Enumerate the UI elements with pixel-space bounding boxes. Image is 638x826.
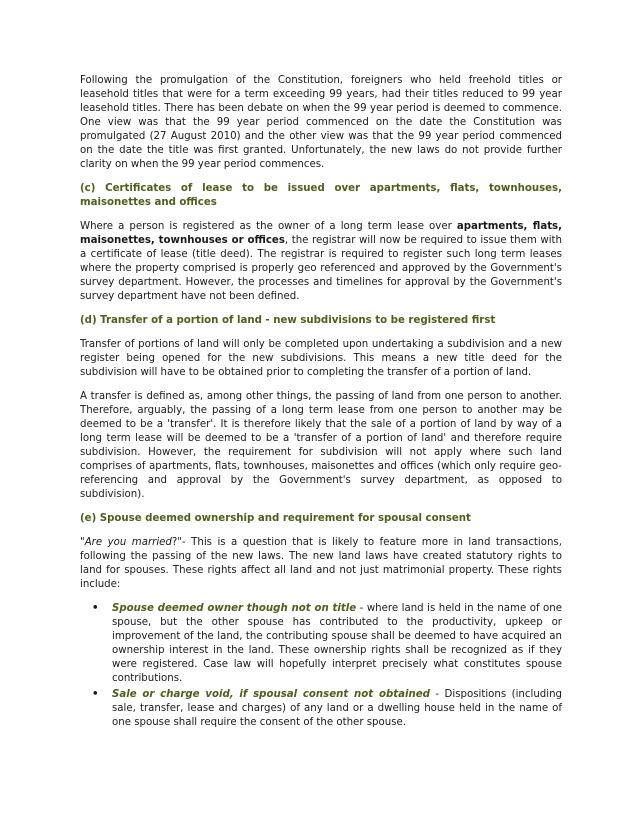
bullet-lead: Sale or charge void, if spousal consent not obtained (112, 689, 430, 700)
bullet-lead: Spouse deemed owner though not on title (112, 603, 357, 614)
married-question: Are you married (84, 537, 172, 548)
spousal-rights-list (80, 602, 562, 730)
heading-transfer-portion: (d) Transfer of a portion of land - new subdivisions to be registered first (80, 315, 496, 326)
paragraph-certificates: Where a person is registered as the owner of a long term lease over apartments, flats, maisonettes, townhouses or offices, the registrar will now be required to issue them with a certificate of lease (title deed). The registrar is required to register such long term leases where the property comprised is properly geo referenced and approved by the Government's survey department. However, the processes and timelines for approval by the Government's survey department have not been defined. (80, 221, 562, 302)
bullet-icon: • (92, 689, 99, 700)
bullet-icon: • (92, 603, 99, 614)
list-item: • Sale or charge void, if spousal consent not obtained - Dispositions (including sale, transfer, lease and charges) of any land or a dwelling house held in the name of one spouse shall require the consent of the other spouse. (92, 689, 562, 728)
paragraph-transfer-2: A transfer is defined as, among other things, the passing of land from one person to another. Therefore, arguably, the passing of a long term lease from one person to another may be deemed to be a 'transfer'. It is therefore likely that the sale of a portion of land by way of a long term lease will be deemed to be a 'transfer of a portion of land' and therefore require subdivision. However, the requirement for subdivision will not apply where such land comprises of apartments, flats, townhouses, maisonettes and offices (which only require geo-referencing and approval by the Government's survey department, as opposed to subdivision). (80, 391, 562, 500)
heading-certificates-of-lease: (c) Certificates of lease to be issued over apartments, flats, townhouses, maisonettes and offices (80, 183, 562, 208)
paragraph-spouse-intro: "Are you married?"- This is a question that is likely to feature more in land transactions, following the passing of the new laws. The new land laws have created statutory rights to land for spouses. These rights affect all land and not just matrimonial property. These rights include: (80, 537, 562, 590)
paragraph-transfer-1: Transfer of portions of land will only be completed upon undertaking a subdivision and a new register being opened for the new subdivisions. This means a new title deed for the subdivision will have to be obtained prior to completing the transfer of a portion of land. (80, 339, 562, 378)
property-types-bold: apartments, flats, maisonettes, townhouses or offices (80, 221, 562, 246)
list-item: • Spouse deemed owner though not on title - where land is held in the name of one spouse, but the other spouse has contributed to the productivity, upkeep or improvement of the land, the contributing spouse shall be deemed to have acquired an ownership interest in the land. These ownership rights shall be recognized as if they were registered. Case law will hopefully interpret precisely what constitutes spouse contributions. (92, 603, 562, 684)
paragraph-constitution: Following the promulgation of the Constitution, foreigners who held freehold titles or leasehold titles that were for a term exceeding 99 years, had their titles reduced to 99 year leasehold titles. There has been debate on when the 99 year period is deemed to commence. One view was that the 99 year period commenced on the date the Constitution was promulgated (27 August 2010) and the other view was that the 99 year period commenced on the date the title was first granted. Unfortunately, the new laws do not provide further clarity on when the 99 year period commences. (80, 75, 562, 170)
heading-spouse-ownership: (e) Spouse deemed ownership and requirement for spousal consent (80, 513, 471, 524)
